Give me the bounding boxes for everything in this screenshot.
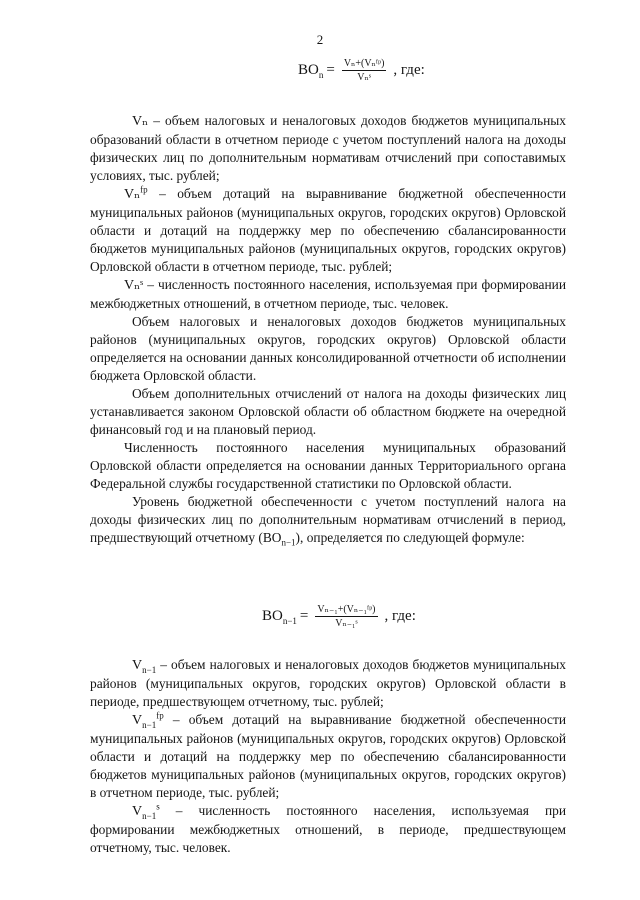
formula-bo-n-minus-1 bbox=[262, 604, 416, 629]
var-vn-s: Vₙˢ bbox=[124, 278, 144, 293]
definition-vn-fp: Vₙ$^{fp}$ – объем дотаций на выравнивание бюджетной обеспеченности муниципальных районов (муниципальных округов, городских округов) Орловской области и дотаций на поддержку мер по обеспечению сбалансированности бюджетов муниципальных районов (муниципальных округов, городских округов) Орловской области в отчетном периоде, тыс. рублей; bbox=[90, 184, 566, 274]
formula-equals: = bbox=[326, 62, 335, 78]
section-definitions-prior bbox=[90, 656, 566, 857]
page-number: 2 bbox=[316, 32, 324, 47]
formula-numerator: Vₙ₋₁+(Vₙ₋₁ᶠᵖ) bbox=[317, 604, 376, 615]
paragraph-additional-deductions: Объем дополнительных отчислений от налога на доходы физических лиц устанавливается законом Орловской области об областном бюджете на очередной финансовый год и на плановый период. bbox=[90, 386, 566, 437]
formula-equals: = bbox=[299, 608, 309, 624]
paragraph-population-basis: Численность постоянного населения муниципальных образований Орловской области определяется на основании данных Территориального органа Федеральной службы государственной статистики по Орловской области. bbox=[90, 440, 566, 491]
formula-bo-n bbox=[298, 58, 425, 83]
var-vn-1-s: $V_{n-1}^s$ bbox=[132, 801, 160, 821]
definition-vn-1-fp: $V_{n-1}^{fp}$ – объем дотаций на выравнивание бюджетной обеспеченности муниципальных районов (муниципальных округов, городских округов) Орловской области и дотаций на поддержку мер по обеспечению сбалансированности бюджетов муниципальных районов (муниципальных округов, городских округов) в отчетном периоде, тыс. рублей; bbox=[90, 710, 566, 800]
var-vn-fp: Vₙ$^{fp}$ bbox=[124, 184, 148, 202]
definition-vn: Vₙ – объем налоговых и неналоговых доходов бюджетов муниципальных образований области в отчетном периоде с учетом поступлений налога на доходы физических лиц по дополнительным нормативам отчислений при сопоставимых условиях, тыс. рублей; bbox=[90, 113, 566, 183]
formula-numerator: Vₙ+(Vₙᶠᵖ) bbox=[343, 58, 385, 69]
formula-denominator: Vₙˢ bbox=[357, 72, 371, 83]
section-definitions-current bbox=[90, 112, 566, 547]
definition-vn-1-s: $V_{n-1}^s$ – численность постоянного населения, используемая при формировании межбюджетных отношений, в периоде, предшествующем отчетному, тыс. человек. bbox=[90, 801, 566, 855]
formula-tail: , где: bbox=[384, 608, 416, 624]
formula-lhs-sub: n bbox=[318, 70, 324, 80]
formula-tail: , где: bbox=[393, 62, 425, 78]
formula-lhs: BO bbox=[262, 608, 283, 624]
formula-lhs-sub: n−1 bbox=[282, 616, 297, 626]
formula-lhs: BO bbox=[298, 62, 319, 78]
paragraph-revenue-basis: Объем налоговых и неналоговых доходов бюджетов муниципальных районов (муниципальных округов, городских округов) Орловской области определяется на основании данных консолидированной отчетности об исполнении бюджета Орловской области. bbox=[90, 314, 566, 383]
var-vn-1-fp: $V_{n-1}^{fp}$ bbox=[132, 710, 164, 730]
paragraph-prior-period-level: Уровень бюджетной обеспеченности с учетом поступлений налога на доходы физических лиц по дополнительным нормативам отчислений в период, предшествующий отчетному $(BO_{n-1})$, определяется по следующей формуле: bbox=[90, 494, 566, 548]
formula-fraction bbox=[315, 604, 377, 629]
definition-vn-1: $V_{n-1}$ – объем налоговых и неналоговых доходов бюджетов муниципальных районов (муниципальных округов, городских округов) Орловской области в периоде, предшествующем отчетному, тыс. рублей; bbox=[90, 657, 566, 709]
formula-fraction bbox=[342, 58, 387, 83]
formula-denominator: Vₙ₋₁ˢ bbox=[335, 618, 358, 629]
definition-vn-s: Vₙˢ – численность постоянного населения, используемая при формировании межбюджетных отношений, в отчетном периоде, тыс. человек. bbox=[90, 277, 566, 311]
var-vn: Vₙ bbox=[132, 114, 149, 129]
var-vn-1: $V_{n-1}$ bbox=[132, 658, 157, 675]
